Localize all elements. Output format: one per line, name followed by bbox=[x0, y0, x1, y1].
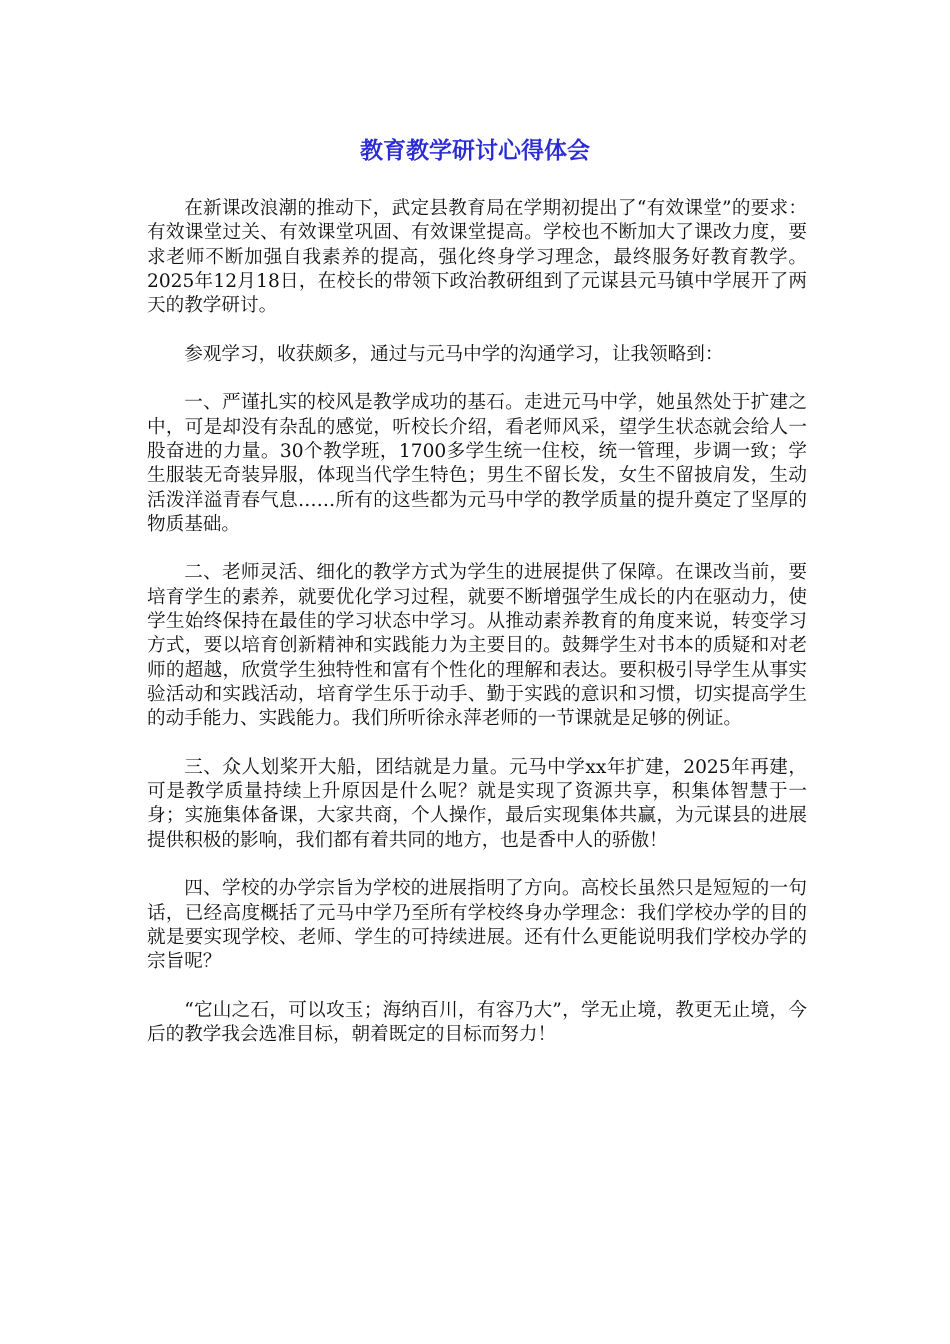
paragraph-point-4: 四、学校的办学宗旨为学校的进展指明了方向。高校长虽然只是短短的一句话，已经高度概括了元马中学乃至所有学校终身办学理念：我们学校办学的目的就是要实现学校、老师、学生的可持续进展。还有什么更能说明我们学校办学的宗旨呢？ bbox=[147, 878, 807, 973]
paragraph-conclusion: “它山之石，可以攻玉；海纳百川，有容乃大”，学无止境，教更无止境，今后的教学我会选准目标，朝着既定的目标而努力！ bbox=[147, 999, 807, 1046]
paragraph-visit: 参观学习，收获颇多，通过与元马中学的沟通学习，让我领略到： bbox=[184, 343, 724, 365]
document-title: 教育教学研讨心得体会 bbox=[360, 138, 590, 164]
paragraph-point-2: 二、老师灵活、细化的教学方式为学生的进展提供了保障。在课改当前，要培育学生的素养，就要优化学习过程，就要不断增强学生成长的内在驱动力，使学生始终保持在最佳的学习状态中学习。从推动素养教育的角度来说，转变学习方式，要以培育创新精神和实践能力为主要目的。鼓舞学生对书本的质疑和对老师的超越，欣赏学生独特性和富有个性化的理解和表达。要积极引导学生从事实验活动和实践活动，培育学生乐于动手、勤于实践的意识和习惯，切实提高学生的动手能力、实践能力。我们所听徐永萍老师的一节课就是足够的例证。 bbox=[147, 562, 807, 730]
paragraph-intro: 在新课改浪潮的推动下，武定县教育局在学期初提出了“有效课堂”的要求：有效课堂过关、有效课堂巩固、有效课堂提高。学校也不断加大了课改力度，要求老师不断加强自我素养的提高，强化终身学习理念，最终服务好教育教学。2025年12月18日，在校长的带领下政治教研组到了元谋县元马镇中学展开了两天的教学研讨。 bbox=[147, 198, 807, 317]
document-body bbox=[147, 197, 807, 1072]
paragraph-point-1: 一、严谨扎实的校风是教学成功的基石。走进元马中学，她虽然处于扩建之中，可是却没有杂乱的感觉，听校长介绍，看老师风采，望学生状态就会给人一股奋进的力量。30个教学班，1700多学生统一住校，统一管理，步调一致；学生服装无奇装异服，体现当代学生特色；男生不留长发，女生不留披肩发，生动活泼洋溢青春气息……所有的这些都为元马中学的教学质量的提升奠定了坚厚的物质基础。 bbox=[147, 392, 807, 535]
paragraph-point-3: 三、众人划桨开大船，团结就是力量。元马中学xx年扩建，2025年再建，可是教学质量持续上升原因是什么呢？就是实现了资源共享，积集体智慧于一身；实施集体备课，大家共商，个人操作，最后实现集体共赢，为元谋县的进展提供积极的影响，我们都有着共同的地方，也是香中人的骄傲！ bbox=[147, 756, 807, 851]
